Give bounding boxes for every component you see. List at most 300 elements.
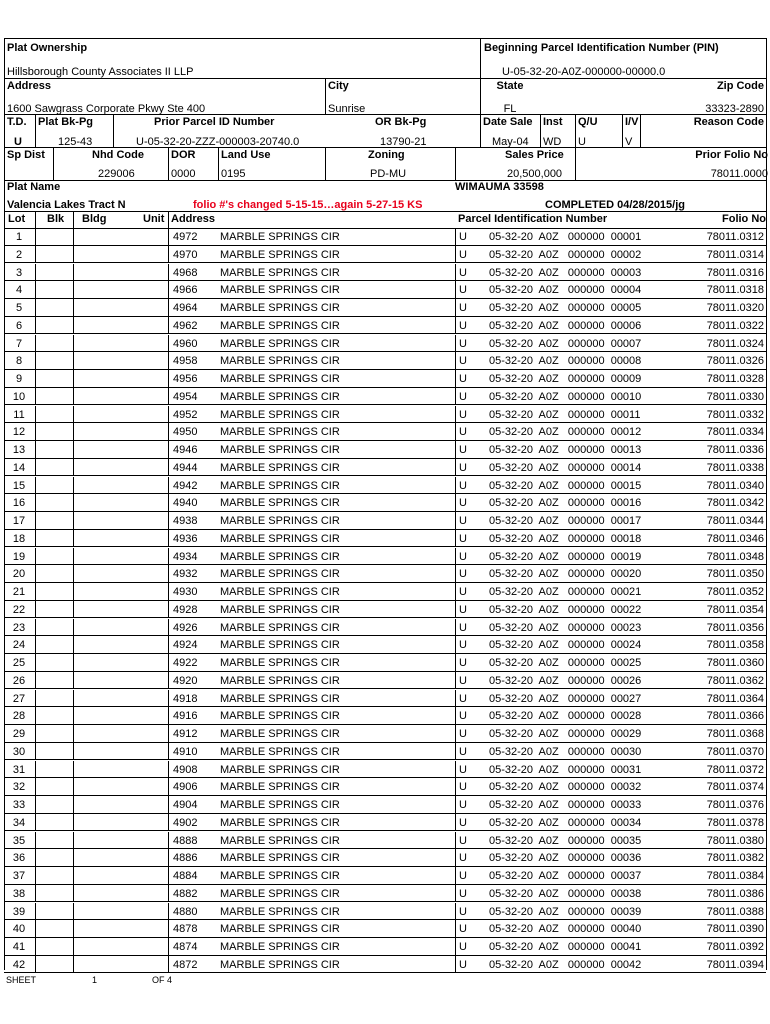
or-bkpg-label: OR Bk-Pg [375, 116, 427, 128]
cell-folio: 78011.0322 [706, 319, 764, 332]
table-row [4, 264, 766, 282]
cell-td: U [459, 266, 467, 279]
sp-dist-label: Sp Dist [7, 149, 45, 161]
cell-address-number: 4958 [173, 355, 198, 368]
table-row [4, 565, 766, 583]
table-row [4, 548, 766, 566]
cell-lot: 42 [12, 958, 26, 971]
table-row [4, 423, 766, 441]
address-label: Address [7, 80, 52, 92]
cell-street: MARBLE SPRINGS CIR [220, 515, 340, 527]
table-row [4, 601, 766, 619]
cell-td: U [459, 674, 467, 687]
cell-td: U [459, 550, 467, 563]
cell-parcel-id: 05-32-20 A0Z 000000 00005 [489, 302, 642, 314]
table-row [4, 228, 766, 246]
cell-folio: 78011.0366 [706, 710, 764, 723]
table-row [4, 814, 766, 832]
cell-lot: 16 [12, 497, 26, 510]
nhd-code-label: Nhd Code [92, 149, 144, 161]
city-label: City [328, 80, 349, 92]
cell-parcel-id: 05-32-20 A0Z 000000 00006 [489, 319, 642, 332]
cell-parcel-id: 05-32-20 A0Z 000000 00029 [489, 728, 642, 740]
cell-street: MARBLE SPRINGS CIR [220, 941, 340, 953]
state-label: State [496, 80, 524, 92]
sheet-number: 1 [92, 975, 98, 985]
cell-street: MARBLE SPRINGS CIR [220, 958, 340, 971]
col-pin: Parcel Identification Number [458, 213, 608, 225]
cell-td: U [459, 728, 467, 740]
plat-bkpg-label: Plat Bk-Pg [38, 116, 94, 128]
cell-td: U [459, 248, 467, 261]
cell-parcel-id: 05-32-20 A0Z 000000 00037 [489, 870, 642, 882]
cell-td: U [459, 461, 467, 474]
zip-label: Zip Code [716, 80, 764, 92]
cell-td: U [459, 568, 467, 581]
cell-address-number: 4926 [173, 621, 198, 634]
cell-street: MARBLE SPRINGS CIR [220, 426, 340, 439]
cell-td: U [459, 887, 467, 900]
plat-name-label: Plat Name [7, 181, 61, 193]
date-sale-label: Date Sale [483, 116, 533, 128]
cell-address-number: 4874 [173, 941, 198, 953]
zip-value: 33323-2890 [705, 103, 764, 115]
cell-street: MARBLE SPRINGS CIR [220, 745, 340, 758]
date-sale-value: May-04 [492, 136, 529, 148]
cell-td: U [459, 799, 467, 811]
plat-ownership-label: Plat Ownership [7, 42, 88, 54]
cell-address-number: 4928 [173, 603, 198, 616]
cell-street: MARBLE SPRINGS CIR [220, 710, 340, 723]
cell-td: U [459, 816, 467, 829]
cell-street: MARBLE SPRINGS CIR [220, 284, 340, 297]
cell-parcel-id: 05-32-20 A0Z 000000 00012 [489, 426, 642, 439]
cell-lot: 8 [15, 355, 23, 368]
table-row [4, 654, 766, 672]
cell-address-number: 4924 [173, 639, 198, 652]
cell-parcel-id: 05-32-20 A0Z 000000 00042 [489, 958, 642, 971]
cell-td: U [459, 692, 467, 705]
state-value: FL [503, 103, 517, 115]
table-row [4, 796, 766, 814]
inst-label: Inst [543, 116, 563, 128]
cell-parcel-id: 05-32-20 A0Z 000000 00034 [489, 816, 642, 829]
cell-parcel-id: 05-32-20 A0Z 000000 00007 [489, 337, 642, 350]
cell-lot: 31 [12, 763, 26, 776]
sales-price-value: 20,500,000 [507, 168, 563, 180]
cell-street: MARBLE SPRINGS CIR [220, 532, 340, 545]
cell-folio: 78011.0356 [706, 621, 764, 634]
cell-street: MARBLE SPRINGS CIR [220, 816, 340, 829]
table-row [4, 725, 766, 743]
cell-parcel-id: 05-32-20 A0Z 000000 00014 [489, 461, 642, 474]
cell-lot: 28 [12, 710, 26, 723]
cell-td: U [459, 870, 467, 882]
table-row [4, 707, 766, 725]
owner-name: Hillsborough County Associates II LLP [7, 66, 194, 78]
cell-parcel-id: 05-32-20 A0Z 000000 00041 [489, 941, 642, 953]
cell-lot: 29 [12, 728, 26, 740]
cell-lot: 14 [12, 461, 26, 474]
cell-td: U [459, 355, 467, 368]
cell-parcel-id: 05-32-20 A0Z 000000 00026 [489, 674, 642, 687]
cell-folio: 78011.0348 [706, 550, 764, 563]
cell-folio: 78011.0382 [706, 852, 764, 865]
cell-lot: 10 [12, 390, 26, 403]
iv-label: I/V [625, 116, 639, 128]
cell-folio: 78011.0320 [706, 302, 764, 314]
cell-parcel-id: 05-32-20 A0Z 000000 00004 [489, 284, 642, 297]
table-row [4, 903, 766, 921]
cell-folio: 78011.0324 [706, 337, 764, 350]
cell-street: MARBLE SPRINGS CIR [220, 799, 340, 811]
cell-parcel-id: 05-32-20 A0Z 000000 00017 [489, 515, 642, 527]
cell-folio: 78011.0364 [706, 692, 764, 705]
table-row [4, 920, 766, 938]
table-row [4, 778, 766, 796]
cell-lot: 35 [12, 834, 26, 847]
cell-street: MARBLE SPRINGS CIR [220, 266, 340, 279]
cell-folio: 78011.0378 [706, 816, 764, 829]
cell-street: MARBLE SPRINGS CIR [220, 781, 340, 794]
cell-lot: 32 [12, 781, 26, 794]
table-row [4, 743, 766, 761]
cell-td: U [459, 532, 467, 545]
cell-street: MARBLE SPRINGS CIR [220, 852, 340, 865]
cell-address-number: 4934 [173, 550, 198, 563]
cell-address-number: 4886 [173, 852, 198, 865]
cell-address-number: 4910 [173, 745, 198, 758]
cell-td: U [459, 941, 467, 953]
cell-address-number: 4920 [173, 674, 198, 687]
cell-folio: 78011.0390 [706, 923, 764, 936]
cell-folio: 78011.0374 [706, 781, 764, 794]
cell-parcel-id: 05-32-20 A0Z 000000 00015 [489, 479, 642, 492]
cell-street: MARBLE SPRINGS CIR [220, 390, 340, 403]
cell-address-number: 4956 [173, 373, 198, 385]
land-use-value: 0195 [221, 168, 246, 180]
cell-parcel-id: 05-32-20 A0Z 000000 00018 [489, 532, 642, 545]
cell-address-number: 4884 [173, 870, 198, 882]
table-row [4, 388, 766, 406]
cell-address-number: 4902 [173, 816, 198, 829]
cell-folio: 78011.0332 [706, 408, 764, 421]
cell-td: U [459, 284, 467, 297]
cell-td: U [459, 710, 467, 723]
cell-parcel-id: 05-32-20 A0Z 000000 00028 [489, 710, 642, 723]
cell-lot: 4 [15, 284, 23, 297]
cell-street: MARBLE SPRINGS CIR [220, 373, 340, 385]
col-lot: Lot [8, 213, 26, 225]
cell-td: U [459, 834, 467, 847]
cell-td: U [459, 479, 467, 492]
nhd-code-value: 229006 [98, 168, 135, 180]
cell-address-number: 4906 [173, 781, 198, 794]
cell-parcel-id: 05-32-20 A0Z 000000 00001 [489, 231, 642, 243]
cell-folio: 78011.0394 [706, 958, 764, 971]
table-row [4, 512, 766, 530]
cell-td: U [459, 426, 467, 439]
cell-street: MARBLE SPRINGS CIR [220, 923, 340, 936]
table-row [4, 832, 766, 850]
cell-td: U [459, 515, 467, 527]
sales-price-label: Sales Price [505, 149, 564, 161]
cell-address-number: 4942 [173, 479, 198, 492]
table-row [4, 636, 766, 654]
cell-address-number: 4966 [173, 284, 198, 297]
cell-lot: 33 [12, 799, 26, 811]
cell-td: U [459, 497, 467, 510]
table-row [4, 619, 766, 637]
cell-street: MARBLE SPRINGS CIR [220, 319, 340, 332]
table-row [4, 352, 766, 370]
cell-lot: 2 [15, 248, 23, 261]
cell-folio: 78011.0312 [706, 231, 764, 243]
or-bkpg-value: 13790-21 [380, 136, 427, 148]
cell-lot: 1 [15, 231, 23, 243]
table-row [4, 530, 766, 548]
table-row [4, 885, 766, 903]
table-row [4, 406, 766, 424]
cell-lot: 9 [15, 373, 23, 385]
prior-parcel-value: U-05-32-20-ZZZ-000003-20740.0 [136, 136, 300, 148]
cell-address-number: 4970 [173, 248, 198, 261]
cell-parcel-id: 05-32-20 A0Z 000000 00011 [489, 408, 641, 421]
cell-td: U [459, 408, 467, 421]
cell-lot: 6 [15, 319, 23, 332]
zoning-label: Zoning [368, 149, 405, 161]
cell-street: MARBLE SPRINGS CIR [220, 479, 340, 492]
cell-lot: 40 [12, 923, 26, 936]
sheet-label: SHEET [6, 975, 37, 985]
cell-address-number: 4938 [173, 515, 198, 527]
iv-value: V [625, 136, 633, 148]
cell-lot: 27 [12, 692, 26, 705]
cell-lot: 18 [12, 532, 26, 545]
cell-street: MARBLE SPRINGS CIR [220, 337, 340, 350]
cell-parcel-id: 05-32-20 A0Z 000000 00039 [489, 905, 642, 918]
cell-street: MARBLE SPRINGS CIR [220, 621, 340, 634]
cell-td: U [459, 603, 467, 616]
cell-address-number: 4922 [173, 657, 198, 669]
cell-td: U [459, 373, 467, 385]
td-label: T.D. [7, 116, 27, 128]
cell-street: MARBLE SPRINGS CIR [220, 905, 340, 918]
cell-lot: 26 [12, 674, 26, 687]
cell-parcel-id: 05-32-20 A0Z 000000 00027 [489, 692, 642, 705]
cell-address-number: 4944 [173, 461, 198, 474]
cell-td: U [459, 231, 467, 243]
pin-label: Beginning Parcel Identification Number (PIN) [484, 42, 719, 54]
cell-address-number: 4954 [173, 390, 198, 403]
cell-parcel-id: 05-32-20 A0Z 000000 00025 [489, 657, 642, 669]
table-row [4, 867, 766, 885]
table-row [4, 761, 766, 779]
zoning-value: PD-MU [370, 168, 407, 180]
cell-street: MARBLE SPRINGS CIR [220, 550, 340, 563]
folio-change-note: folio #'s changed 5-15-15…again 5-27-15 KS [193, 199, 423, 211]
cell-lot: 38 [12, 887, 26, 900]
cell-parcel-id: 05-32-20 A0Z 000000 00009 [489, 373, 642, 385]
cell-parcel-id: 05-32-20 A0Z 000000 00032 [489, 781, 642, 794]
cell-lot: 12 [12, 426, 26, 439]
cell-folio: 78011.0350 [706, 568, 764, 581]
cell-street: MARBLE SPRINGS CIR [220, 568, 340, 581]
cell-folio: 78011.0344 [706, 515, 764, 527]
cell-parcel-id: 05-32-20 A0Z 000000 00024 [489, 639, 642, 652]
cell-lot: 30 [12, 745, 26, 758]
cell-lot: 37 [12, 870, 26, 882]
cell-street: MARBLE SPRINGS CIR [220, 586, 340, 598]
pin-value: U-05-32-20-A0Z-000000-00000.0 [502, 66, 666, 78]
cell-folio: 78011.0388 [706, 905, 764, 918]
cell-folio: 78011.0386 [706, 887, 764, 900]
cell-lot: 7 [15, 337, 23, 350]
cell-lot: 13 [12, 444, 26, 456]
cell-parcel-id: 05-32-20 A0Z 000000 00030 [489, 745, 642, 758]
col-unit: Unit [143, 213, 165, 225]
cell-folio: 78011.0372 [706, 763, 764, 776]
cell-folio: 78011.0362 [706, 674, 764, 687]
cell-address-number: 4904 [173, 799, 198, 811]
cell-address-number: 4878 [173, 923, 198, 936]
qu-label: Q/U [578, 116, 598, 128]
cell-td: U [459, 586, 467, 598]
cell-folio: 78011.0358 [706, 639, 764, 652]
cell-address-number: 4936 [173, 532, 198, 545]
cell-street: MARBLE SPRINGS CIR [220, 603, 340, 616]
table-row [4, 246, 766, 264]
cell-address-number: 4918 [173, 692, 198, 705]
cell-td: U [459, 745, 467, 758]
table-row [4, 299, 766, 317]
cell-td: U [459, 923, 467, 936]
reason-code-label: Reason Code [693, 116, 764, 128]
cell-folio: 78011.0376 [706, 799, 764, 811]
table-row [4, 370, 766, 388]
cell-td: U [459, 639, 467, 652]
qu-value: U [578, 136, 586, 148]
cell-street: MARBLE SPRINGS CIR [220, 497, 340, 510]
land-use-label: Land Use [221, 149, 271, 161]
cell-address-number: 4888 [173, 834, 198, 847]
cell-parcel-id: 05-32-20 A0Z 000000 00035 [489, 834, 642, 847]
cell-street: MARBLE SPRINGS CIR [220, 728, 340, 740]
col-blk: Blk [47, 213, 65, 225]
cell-folio: 78011.0318 [706, 284, 764, 297]
cell-address-number: 4916 [173, 710, 198, 723]
cell-lot: 11 [13, 408, 25, 421]
cell-lot: 41 [12, 941, 26, 953]
dor-label: DOR [171, 149, 196, 161]
cell-address-number: 4940 [173, 497, 198, 510]
cell-lot: 23 [12, 621, 26, 634]
cell-lot: 20 [12, 568, 26, 581]
cell-parcel-id: 05-32-20 A0Z 000000 00020 [489, 568, 642, 581]
cell-parcel-id: 05-32-20 A0Z 000000 00013 [489, 444, 642, 456]
cell-lot: 22 [12, 603, 26, 616]
table-row [4, 459, 766, 477]
cell-parcel-id: 05-32-20 A0Z 000000 00040 [489, 923, 642, 936]
city-value: Sunrise [328, 103, 366, 115]
prior-folio-value: 78011.0000 [710, 168, 768, 180]
table-row [4, 956, 766, 974]
plat-name-value: Valencia Lakes Tract N [7, 199, 126, 211]
cell-lot: 36 [12, 852, 26, 865]
cell-folio: 78011.0336 [706, 444, 764, 456]
cell-parcel-id: 05-32-20 A0Z 000000 00003 [489, 266, 642, 279]
cell-folio: 78011.0326 [706, 355, 764, 368]
cell-td: U [459, 621, 467, 634]
cell-street: MARBLE SPRINGS CIR [220, 763, 340, 776]
cell-address-number: 4972 [173, 231, 198, 243]
cell-td: U [459, 763, 467, 776]
cell-address-number: 4962 [173, 319, 198, 332]
cell-parcel-id: 05-32-20 A0Z 000000 00010 [489, 390, 642, 403]
cell-folio: 78011.0380 [706, 834, 764, 847]
cell-address-number: 4968 [173, 266, 198, 279]
cell-folio: 78011.0328 [706, 373, 764, 385]
cell-td: U [459, 905, 467, 918]
table-row [4, 441, 766, 459]
cell-parcel-id: 05-32-20 A0Z 000000 00031 [489, 763, 642, 776]
cell-address-number: 4872 [173, 958, 198, 971]
cell-folio: 78011.0334 [706, 426, 764, 439]
cell-address-number: 4960 [173, 337, 198, 350]
prior-parcel-label: Prior Parcel ID Number [154, 116, 275, 128]
cell-address-number: 4950 [173, 426, 198, 439]
cell-parcel-id: 05-32-20 A0Z 000000 00021 [489, 586, 642, 598]
cell-street: MARBLE SPRINGS CIR [220, 302, 340, 314]
cell-folio: 78011.0384 [706, 870, 764, 882]
cell-folio: 78011.0342 [706, 497, 764, 510]
cell-parcel-id: 05-32-20 A0Z 000000 00008 [489, 355, 642, 368]
cell-street: MARBLE SPRINGS CIR [220, 444, 340, 456]
cell-parcel-id: 05-32-20 A0Z 000000 00033 [489, 799, 642, 811]
cell-lot: 39 [12, 905, 26, 918]
cell-folio: 78011.0340 [706, 479, 764, 492]
cell-parcel-id: 05-32-20 A0Z 000000 00038 [489, 887, 642, 900]
cell-lot: 5 [15, 302, 23, 314]
cell-td: U [459, 302, 467, 314]
cell-address-number: 4946 [173, 444, 198, 456]
cell-folio: 78011.0352 [706, 586, 764, 598]
cell-parcel-id: 05-32-20 A0Z 000000 00036 [489, 852, 642, 865]
dor-value: 0000 [171, 168, 196, 180]
cell-address-number: 4882 [173, 887, 198, 900]
cell-td: U [459, 958, 467, 971]
cell-folio: 78011.0346 [706, 532, 764, 545]
cell-folio: 78011.0316 [706, 266, 764, 279]
plat-bkpg-value: 125-43 [58, 136, 93, 148]
cell-lot: 25 [12, 657, 26, 669]
cell-street: MARBLE SPRINGS CIR [220, 461, 340, 474]
cell-parcel-id: 05-32-20 A0Z 000000 00023 [489, 621, 642, 634]
completed-note: COMPLETED 04/28/2015/jg [545, 199, 685, 211]
table-row [4, 494, 766, 512]
cell-street: MARBLE SPRINGS CIR [220, 674, 340, 687]
cell-lot: 21 [12, 586, 26, 598]
location-text: WIMAUMA 33598 [455, 181, 544, 193]
table-row [4, 281, 766, 299]
table-row [4, 690, 766, 708]
cell-street: MARBLE SPRINGS CIR [220, 355, 340, 368]
cell-parcel-id: 05-32-20 A0Z 000000 00022 [489, 603, 642, 616]
cell-folio: 78011.0354 [706, 603, 764, 616]
cell-folio: 78011.0370 [706, 745, 764, 758]
cell-lot: 15 [12, 479, 26, 492]
cell-street: MARBLE SPRINGS CIR [220, 248, 340, 261]
